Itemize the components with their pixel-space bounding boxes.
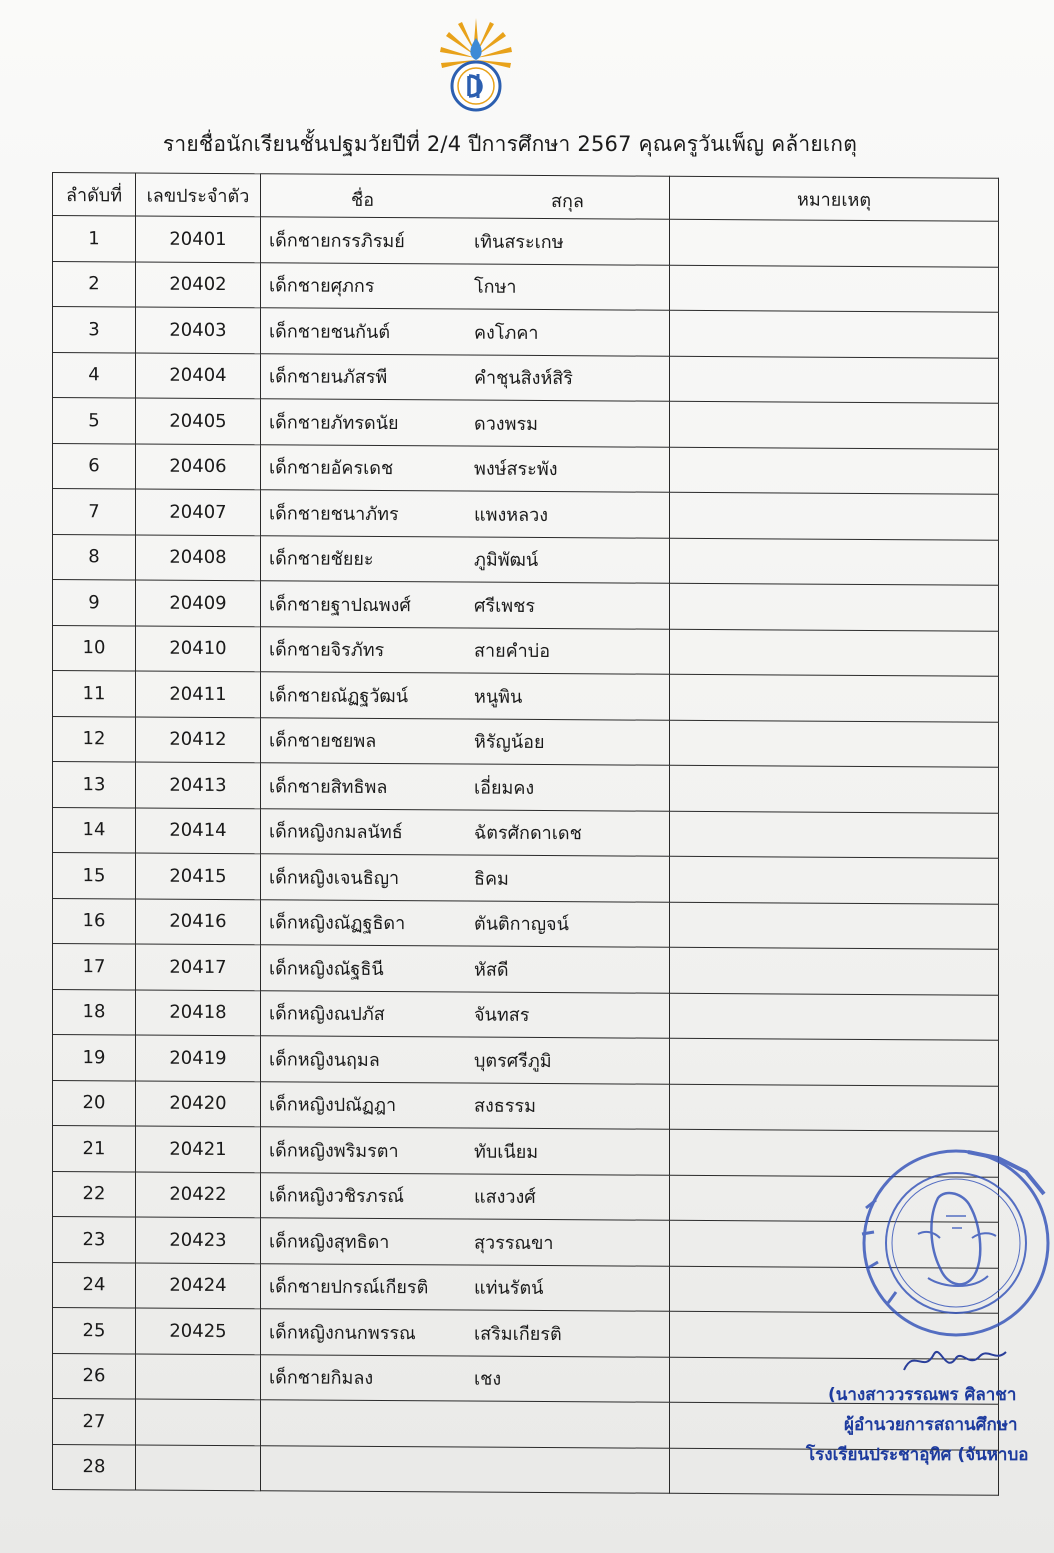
student-id: 20402 <box>136 262 261 308</box>
row-number: 6 <box>53 443 136 489</box>
row-number: 15 <box>53 853 136 899</box>
remark-cell <box>670 265 999 313</box>
student-first-name: เด็กหญิงเจนธิญา <box>269 867 400 889</box>
remark-cell <box>670 811 999 859</box>
row-number: 1 <box>53 216 136 262</box>
table-row <box>53 352 999 403</box>
school-logo-icon <box>438 14 514 114</box>
table-row <box>53 261 999 312</box>
student-name-cell <box>261 1400 670 1448</box>
header-last-name: สกุล <box>551 191 584 213</box>
student-first-name: เด็กชายกิมลง <box>269 1367 374 1390</box>
student-id: 20424 <box>136 1263 261 1309</box>
student-name-cell <box>261 1172 670 1220</box>
row-number: 19 <box>53 1035 136 1081</box>
student-last-name: ภูมิพัฒน์ <box>474 549 539 572</box>
student-last-name: พงษ์สระพัง <box>474 458 558 481</box>
student-id <box>136 1445 261 1491</box>
row-number: 26 <box>53 1353 136 1399</box>
student-first-name: เด็กชายณัฏฐวัฒน์ <box>269 685 408 707</box>
student-last-name: ศรีเพชร <box>474 595 535 617</box>
student-id: 20420 <box>136 1081 261 1127</box>
student-id: 20421 <box>136 1126 261 1172</box>
student-name-cell <box>261 308 670 356</box>
student-id: 20423 <box>136 1217 261 1263</box>
table-row <box>53 307 999 358</box>
student-first-name: เด็กชายนภัสรพี <box>269 366 388 389</box>
student-last-name: ตันติกาญจน์ <box>474 913 569 936</box>
student-name-cell <box>261 672 670 720</box>
student-id <box>136 1399 261 1445</box>
header-first-name: ชื่อ <box>351 189 375 211</box>
student-last-name: ดวงพรม <box>474 413 538 435</box>
row-number: 17 <box>53 944 136 990</box>
table-row <box>53 762 999 813</box>
student-name-cell <box>261 854 670 902</box>
row-number: 5 <box>53 398 136 444</box>
row-number: 2 <box>53 261 136 307</box>
remark-cell <box>670 947 999 995</box>
table-row <box>53 625 999 676</box>
row-number: 25 <box>53 1308 136 1354</box>
row-number: 3 <box>53 307 136 353</box>
row-number: 10 <box>53 625 136 671</box>
student-first-name: เด็กหญิงกนกพรรณ <box>269 1322 416 1344</box>
student-first-name: เด็กหญิงณปภัส <box>269 1003 385 1026</box>
table-row <box>53 443 999 494</box>
student-first-name <box>269 1474 474 1475</box>
student-first-name: เด็กชายสิทธิพล <box>269 776 388 798</box>
table-row <box>53 671 999 722</box>
table-row <box>53 716 999 767</box>
student-name-cell <box>261 444 670 492</box>
row-number: 21 <box>53 1126 136 1172</box>
student-last-name: ทับเนียม <box>474 1141 539 1163</box>
row-number: 27 <box>53 1399 136 1445</box>
student-first-name: เด็กหญิงณัฐธินี <box>269 958 384 980</box>
table-row <box>53 898 999 949</box>
student-id: 20419 <box>136 1035 261 1081</box>
student-first-name: เด็กหญิงปณัฏฎา <box>269 1094 397 1117</box>
student-first-name: เด็กชายชนกันต์ <box>269 321 391 343</box>
row-number: 13 <box>53 762 136 808</box>
row-number: 4 <box>53 352 136 398</box>
header-remarks: หมายเหตุ <box>670 176 999 221</box>
student-name-cell <box>261 1445 670 1493</box>
remark-cell <box>670 310 999 358</box>
student-first-name: เด็กหญิงกมลนัทธ์ <box>269 821 403 844</box>
row-number: 16 <box>53 898 136 944</box>
student-name-cell <box>261 899 670 947</box>
student-id: 20405 <box>136 398 261 444</box>
row-number: 11 <box>53 671 136 717</box>
student-name-cell <box>261 1263 670 1311</box>
director-position: ผู้อำนวยการสถานศึกษา <box>844 1415 1018 1435</box>
table-row <box>53 580 999 631</box>
student-last-name: หิรัญน้อย <box>474 731 545 754</box>
table-row <box>53 489 999 540</box>
row-number: 12 <box>53 716 136 762</box>
table-row <box>53 944 999 995</box>
student-last-name: หนูพิน <box>474 686 523 708</box>
student-first-name: เด็กหญิงสุทธิดา <box>269 1231 390 1253</box>
table-row <box>53 534 999 585</box>
student-name-cell <box>261 626 670 674</box>
student-last-name: สุวรรณขา <box>474 1232 554 1254</box>
student-last-name: จันทสร <box>474 1004 530 1027</box>
school-name: โรงเรียนประชาอุทิศ (จันหาบอ <box>806 1445 1029 1465</box>
student-first-name: เด็กชายชัยยะ <box>269 548 374 571</box>
header-student-id: เลขประจำตัว <box>136 173 261 217</box>
student-last-name: สายคำบ่อ <box>474 640 551 663</box>
row-number: 22 <box>53 1171 136 1217</box>
student-id: 20415 <box>136 853 261 899</box>
student-first-name: เด็กชายฐาปณพงศ์ <box>269 594 411 616</box>
student-id: 20418 <box>136 990 261 1036</box>
table-header-row <box>53 173 999 222</box>
student-first-name <box>269 1428 474 1429</box>
student-name-cell <box>261 262 670 310</box>
row-number: 24 <box>53 1262 136 1308</box>
student-first-name: เด็กชายกรรภิรมย์ <box>269 230 405 252</box>
row-number: 20 <box>53 1080 136 1126</box>
director-signature <box>900 1340 1010 1380</box>
student-last-name: โกษา <box>474 276 517 299</box>
student-name-cell <box>261 1081 670 1129</box>
student-first-name: เด็กหญิงณัฏฐธิดา <box>269 912 406 935</box>
row-number: 8 <box>53 534 136 580</box>
remark-cell <box>670 1038 999 1086</box>
student-last-name: เสริมเกียรติ <box>474 1323 562 1345</box>
student-last-name: หัสดี <box>474 959 509 981</box>
student-first-name: เด็กหญิงวชิรภรณ์ <box>269 1185 404 1208</box>
student-last-name: แสงวงศ์ <box>474 1186 536 1209</box>
page-title: รายชื่อนักเรียนชั้นปฐมวัยปีที่ 2/4 ปีการศึกษา 2567 คุณครูวันเพ็ญ คล้ายเกตุ <box>162 132 858 156</box>
student-id: 20408 <box>136 535 261 581</box>
student-first-name: เด็กชายภัทรดนัย <box>269 412 399 434</box>
student-name-cell <box>261 353 670 401</box>
row-number: 14 <box>53 807 136 853</box>
remark-cell <box>670 583 999 631</box>
student-id <box>136 1354 261 1400</box>
student-name-cell <box>261 808 670 856</box>
student-first-name: เด็กชายปกรณ์เกียรติ <box>269 1276 429 1299</box>
student-last-name: เชง <box>474 1368 502 1390</box>
student-name-cell <box>261 990 670 1038</box>
student-id: 20407 <box>136 489 261 535</box>
student-id: 20406 <box>136 444 261 490</box>
student-first-name: เด็กหญิงพริมรตา <box>269 1140 399 1162</box>
table-row <box>53 807 999 858</box>
student-last-name: ธิคม <box>474 868 509 890</box>
table-row <box>53 1080 999 1131</box>
student-last-name: บุตรศรีภูมิ <box>474 1050 552 1072</box>
table-row <box>53 216 999 267</box>
table-row <box>53 989 999 1040</box>
remark-cell <box>670 902 999 950</box>
row-number: 7 <box>53 489 136 535</box>
student-name-cell <box>261 217 670 265</box>
student-id: 20411 <box>136 671 261 717</box>
remark-cell <box>670 629 999 677</box>
student-last-name: แท่นรัตน์ <box>474 1277 544 1300</box>
student-name-cell <box>261 1354 670 1402</box>
student-first-name: เด็กชายชยพล <box>269 730 377 753</box>
table-row <box>53 1035 999 1086</box>
remark-cell <box>670 356 999 404</box>
header-name <box>261 174 670 219</box>
student-name-cell <box>261 1036 670 1084</box>
remark-cell <box>670 492 999 540</box>
row-number: 18 <box>53 989 136 1035</box>
student-id: 20425 <box>136 1308 261 1354</box>
director-name: (นางสาววรรณพร ศิลาชา <box>828 1385 1017 1405</box>
student-last-name: ฉัตรศักดาเดช <box>474 822 582 845</box>
row-number: 9 <box>53 580 136 626</box>
student-id: 20412 <box>136 717 261 763</box>
row-number: 23 <box>53 1217 136 1263</box>
row-number: 28 <box>53 1444 136 1490</box>
student-name-cell <box>261 399 670 447</box>
student-last-name: สงธรรม <box>474 1095 536 1118</box>
student-id: 20416 <box>136 899 261 945</box>
student-first-name: เด็กชายอัครเดช <box>269 457 394 480</box>
student-name-cell <box>261 763 670 811</box>
student-first-name: เด็กชายศุภกร <box>269 275 375 298</box>
student-id: 20422 <box>136 1172 261 1218</box>
student-last-name: คำชุนสิงห์สิริ <box>474 367 573 390</box>
remark-cell <box>670 219 999 267</box>
remark-cell <box>670 993 999 1041</box>
remark-cell <box>670 765 999 813</box>
student-id: 20401 <box>136 216 261 262</box>
table-row <box>53 853 999 904</box>
header-no: ลำดับที่ <box>53 173 136 217</box>
student-id: 20417 <box>136 944 261 990</box>
remark-cell <box>670 447 999 495</box>
student-name-cell <box>261 581 670 629</box>
student-name-cell <box>261 1218 670 1266</box>
remark-cell <box>670 720 999 768</box>
student-name-cell <box>261 945 670 993</box>
student-name-cell <box>261 1127 670 1175</box>
signature-block <box>800 1380 1054 1470</box>
remark-cell <box>670 674 999 722</box>
student-last-name: คงโภคา <box>474 322 539 344</box>
student-id: 20404 <box>136 353 261 399</box>
student-id: 20413 <box>136 762 261 808</box>
remark-cell <box>670 1084 999 1132</box>
student-name-cell <box>261 717 670 765</box>
student-last-name: เทินสระเกษ <box>474 231 564 253</box>
student-name-cell <box>261 535 670 583</box>
student-first-name: เด็กชายชนาภัทร <box>269 503 399 525</box>
student-first-name: เด็กชายจิรภัทร <box>269 639 385 662</box>
remark-cell <box>670 401 999 449</box>
remark-cell <box>670 538 999 586</box>
student-name-cell <box>261 490 670 538</box>
student-first-name: เด็กหญิงนฤมล <box>269 1049 380 1071</box>
student-id: 20403 <box>136 307 261 353</box>
student-id: 20414 <box>136 808 261 854</box>
student-last-name: แพงหลวง <box>474 504 549 526</box>
remark-cell <box>670 856 999 904</box>
table-row <box>53 398 999 449</box>
student-name-cell <box>261 1309 670 1357</box>
student-id: 20410 <box>136 626 261 672</box>
school-seal-stamp <box>848 1138 1054 1348</box>
student-id: 20409 <box>136 580 261 626</box>
student-last-name: เอี่ยมคง <box>474 777 535 799</box>
